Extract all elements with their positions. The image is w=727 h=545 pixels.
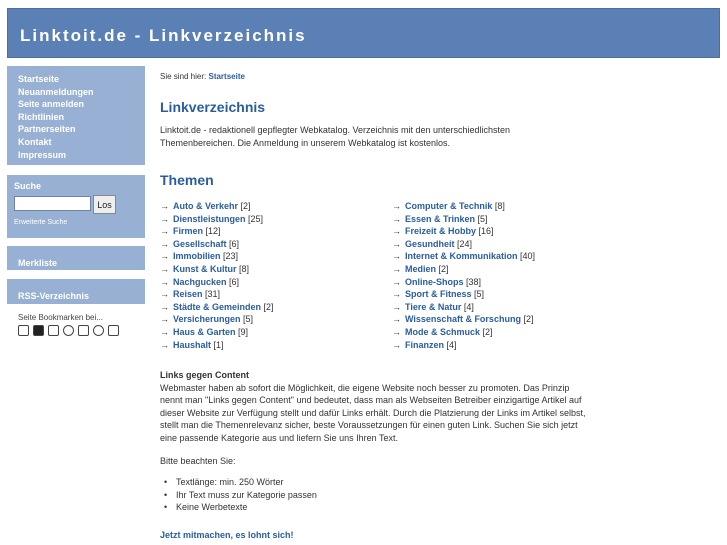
category-link[interactable]: Medien [405, 263, 437, 274]
search-title: Suche [14, 181, 42, 191]
search-button[interactable]: Los [93, 195, 116, 214]
merkliste-link[interactable]: Merkliste [18, 258, 58, 268]
breadcrumb [160, 72, 245, 81]
arrow-icon: → [392, 339, 401, 350]
category-item [392, 301, 535, 314]
category-item [160, 263, 274, 276]
category-item [160, 301, 274, 314]
nav-item-neuanmeldungen[interactable]: Neuanmeldungen [18, 86, 94, 97]
category-link[interactable]: Städte & Gemeinden [173, 301, 262, 312]
bookmark-service-1-icon[interactable] [18, 325, 29, 336]
notes-label: Bitte beachten Sie: [160, 456, 236, 466]
category-link[interactable]: Tiere & Natur [405, 301, 462, 312]
category-count: [6] [229, 238, 240, 249]
arrow-icon: → [392, 251, 401, 262]
category-count: [2] [523, 314, 534, 325]
arrow-icon: → [392, 263, 401, 274]
category-link[interactable]: Haushalt [173, 339, 212, 350]
bookmark-service-7-icon[interactable] [108, 325, 119, 336]
arrow-icon: → [160, 314, 169, 325]
rss-link[interactable]: RSS-Verzeichnis [18, 291, 90, 301]
category-link[interactable]: Finanzen [405, 339, 445, 350]
arrow-icon: → [160, 276, 169, 287]
arrow-icon: → [392, 289, 401, 300]
category-link[interactable]: Freizeit & Hobby [405, 226, 477, 237]
category-item [392, 238, 535, 251]
category-link[interactable]: Nachgucken [173, 276, 227, 287]
category-item [392, 288, 535, 301]
category-item [160, 250, 274, 263]
bookmark-service-4-icon[interactable] [63, 325, 74, 336]
category-link[interactable]: Online-Shops [405, 276, 464, 287]
category-link[interactable]: Internet & Kommunikation [405, 251, 518, 262]
category-count: [4] [446, 339, 457, 350]
category-count: [38] [466, 276, 482, 287]
category-count: [2] [263, 301, 274, 312]
category-list-left [160, 200, 274, 351]
category-item [392, 313, 535, 326]
category-count: [2] [482, 326, 493, 337]
nav-item-startseite[interactable]: Startseite [18, 74, 60, 84]
category-link[interactable]: Kunst & Kultur [173, 263, 237, 274]
nav-item-richtlinien[interactable]: Richtlinien [18, 111, 65, 122]
arrow-icon: → [160, 201, 169, 211]
category-count: [40] [520, 251, 536, 262]
bookmark-label: Seite Bookmarken bei... [18, 313, 103, 322]
arrow-icon: → [160, 251, 169, 262]
arrow-icon: → [160, 226, 169, 237]
category-link[interactable]: Wissenschaft & Forschung [405, 314, 521, 325]
nav-item-impressum[interactable]: Impressum [18, 149, 67, 160]
bookmark-service-3-icon[interactable] [48, 325, 59, 336]
category-link[interactable]: Immobilien [173, 251, 221, 262]
arrow-icon: → [392, 213, 401, 224]
search-box [7, 175, 145, 238]
category-link[interactable]: Gesellschaft [173, 238, 227, 249]
category-item [160, 313, 274, 326]
list-item: • Textlänge: min. 250 Wörter [176, 476, 317, 489]
category-item [160, 225, 274, 238]
links-content-title: Links gegen Content [160, 370, 250, 380]
intro-text: Linktoit.de - redaktionell gepflegter Webkatalog. Verzeichnis mit den unterschiedlichsten Themenbereichen. Die Anmeldung in unserem Webkatalog ist kostenlos. [160, 125, 511, 148]
category-item [160, 288, 274, 301]
category-link[interactable]: Sport & Fitness [405, 289, 472, 300]
category-count: [8] [239, 263, 250, 274]
advanced-search-link[interactable]: Erweiterte Suche [14, 219, 68, 226]
category-item [160, 276, 274, 289]
nav-item-kontakt[interactable]: Kontakt [18, 136, 52, 147]
category-count: [2] [240, 201, 251, 211]
merkliste-box [7, 246, 145, 270]
category-list-right [392, 200, 535, 351]
arrow-icon: → [160, 289, 169, 300]
bookmark-service-5-icon[interactable] [78, 325, 89, 336]
category-item [160, 213, 274, 226]
site-header [7, 8, 720, 58]
category-count: [24] [457, 238, 473, 249]
category-link[interactable]: Firmen [173, 226, 204, 237]
arrow-icon: → [160, 301, 169, 312]
category-count: [1] [213, 339, 224, 350]
links-gegen-content [160, 369, 590, 445]
category-count: [2] [438, 263, 449, 274]
arrow-icon: → [392, 276, 401, 287]
category-item [392, 225, 535, 238]
nav-item-partnerseiten[interactable]: Partnerseiten [18, 124, 76, 135]
bookmark-service-2-icon[interactable] [33, 325, 44, 336]
arrow-icon: → [392, 314, 401, 325]
page-title: Linkverzeichnis [160, 99, 266, 115]
category-item [160, 200, 274, 213]
category-count: [23] [223, 251, 239, 262]
category-count: [4] [463, 301, 474, 312]
category-link[interactable]: Essen & Trinken [405, 213, 476, 224]
category-item [392, 276, 535, 289]
category-item [392, 339, 535, 352]
rss-box [7, 279, 145, 304]
arrow-icon: → [392, 201, 401, 211]
category-count: [12] [205, 226, 221, 237]
category-item [392, 200, 535, 213]
category-item [392, 213, 535, 226]
category-count: [5] [477, 213, 488, 224]
list-item: • Ihr Text muss zur Kategorie passen [176, 489, 317, 502]
category-count: [5] [474, 289, 485, 300]
category-count: [25] [248, 213, 264, 224]
requirements-list [176, 476, 317, 514]
arrow-icon: → [392, 226, 401, 237]
category-link[interactable]: Versicherungen [173, 314, 241, 325]
list-item: • Keine Werbetexte [176, 501, 317, 514]
themen-heading: Themen [160, 172, 214, 188]
category-item [160, 326, 274, 339]
category-count: [9] [238, 326, 249, 337]
category-link[interactable]: Gesundheit [405, 238, 455, 249]
arrow-icon: → [392, 326, 401, 337]
category-item [392, 326, 535, 339]
arrow-icon: → [392, 238, 401, 249]
category-link[interactable]: Auto & Verkehr [173, 201, 239, 211]
category-link[interactable]: Haus & Garten [173, 326, 236, 337]
category-count: [31] [205, 289, 221, 300]
nav-item-seite-anmelden[interactable]: Seite anmelden [18, 99, 85, 110]
category-link[interactable]: Reisen [173, 289, 203, 300]
category-item [392, 263, 535, 276]
bookmark-icons [18, 325, 119, 336]
site-title: Linktoit.de - Linkverzeichnis [20, 26, 307, 45]
category-count: [6] [229, 276, 240, 287]
category-item [160, 339, 274, 352]
arrow-icon: → [160, 326, 169, 337]
category-link[interactable]: Mode & Schmuck [405, 326, 481, 337]
links-content-text: Webmaster haben ab sofort die Möglichkeit, die eigene Website noch besser zu promoten. Das Prinzip nennt man "Links gegen Content" und bedeutet, dass man als Webseiten Betreiber einzigartige Artikel auf dieser Website zur Verfügung stellt und dafür Links erhält. Durch die Platzierung der Links im Artikel selbst, stellt man die Themenrelevanz sicher, beste Voraussetzungen für einen guten Link. Suchen Sie sich jetzt eine passende Kategorie aus und liefern Sie uns Ihren Text. [160, 382, 586, 443]
category-link[interactable]: Computer & Technik [405, 201, 493, 211]
arrow-icon: → [160, 263, 169, 274]
breadcrumb-link[interactable]: Startseite [208, 72, 245, 81]
arrow-icon: → [160, 339, 169, 350]
category-link[interactable]: Dienstleistungen [173, 213, 246, 224]
search-input[interactable] [14, 196, 91, 211]
arrow-icon: → [160, 213, 169, 224]
cta-link[interactable]: Jetzt mitmachen, es lohnt sich! [160, 530, 294, 540]
bookmark-service-6-icon[interactable] [93, 325, 104, 336]
category-count: [5] [243, 314, 254, 325]
breadcrumb-prefix: Sie sind hier: [160, 72, 207, 81]
arrow-icon: → [160, 238, 169, 249]
arrow-icon: → [392, 301, 401, 312]
sidebar-nav [7, 66, 145, 165]
category-count: [16] [478, 226, 494, 237]
category-item [392, 250, 535, 263]
category-item [160, 238, 274, 251]
category-count: [8] [494, 201, 505, 211]
